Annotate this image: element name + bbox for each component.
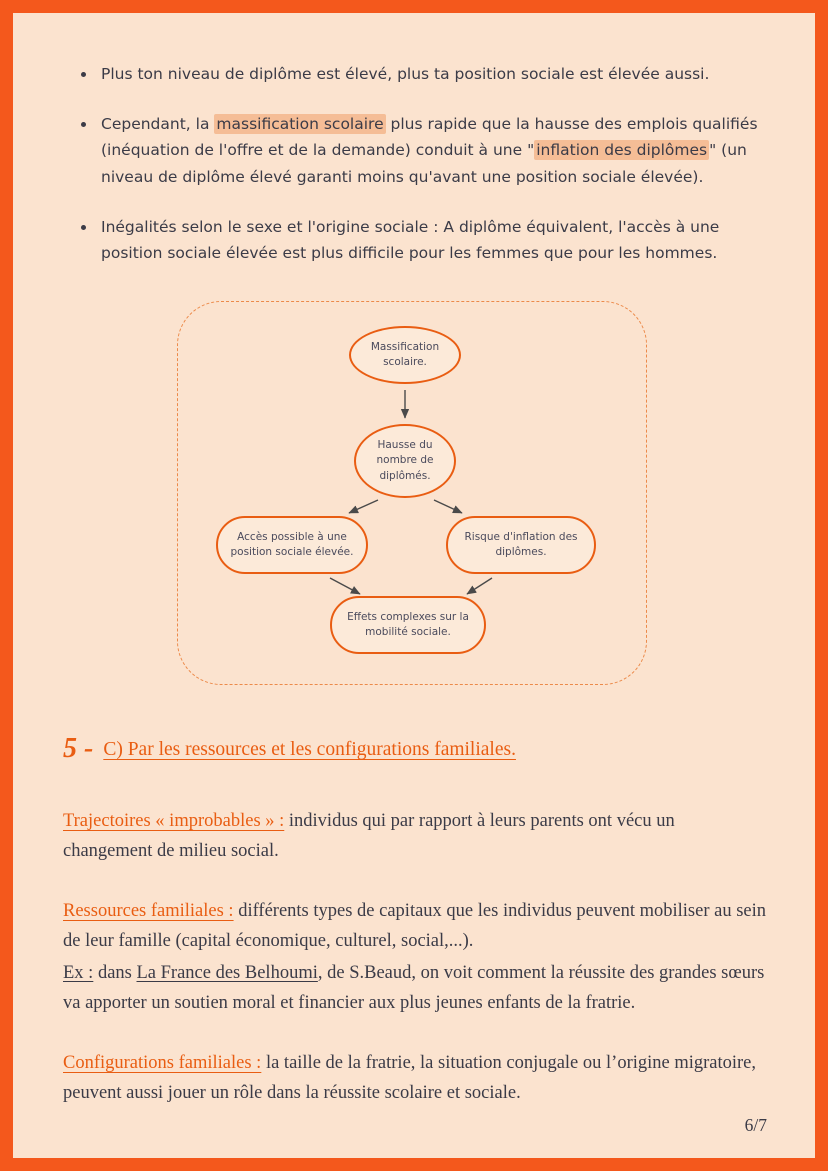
highlight-massification: massification scolaire	[216, 114, 384, 133]
node-massification-scolaire: Massification scolaire.	[349, 326, 461, 384]
paragraph-configurations	[63, 1049, 767, 1109]
section-heading	[63, 733, 773, 765]
node-hausse-diplomes: Hausse du nombre de diplômés.	[354, 424, 456, 498]
example-label: Ex :	[63, 962, 94, 983]
paragraph-exemple	[63, 959, 767, 1019]
definition-text: différents types de capitaux que les individus peuvent mobiliser au sein de leur famille (capital économique, culturel, social,...).	[63, 900, 767, 951]
node-acces-position-sociale: Accès possible à une position sociale élevée.	[216, 516, 368, 574]
bullet-text: Cependant, la	[101, 114, 215, 133]
example-text: dans	[93, 962, 137, 983]
section-number: 5 -	[63, 732, 94, 764]
bullet-text: plus rapide que la hausse des emplois qualifiés (inéquation de l'offre et de la demande) conduit à une "	[101, 114, 758, 160]
bullet-list	[97, 61, 763, 267]
flow-diagram	[177, 301, 647, 685]
page-content	[13, 13, 815, 1158]
paragraph-trajectoires	[63, 807, 767, 867]
node-risque-inflation: Risque d'inflation des diplômes.	[446, 516, 596, 574]
term-trajectoires-improbables: Trajectoires « improbables » :	[63, 810, 285, 831]
example-text: , de S.Beaud, on voit comment la réussite des grandes sœurs va apporter un soutien moral et financier aux plus jeunes enfants de la fratrie.	[63, 962, 765, 1013]
bullet-item	[97, 111, 763, 191]
definition-text: la taille de la fratrie, la situation conjugale ou l’origine migratoire, peuvent aussi jouer un rôle dans la réussite scolaire et sociale.	[63, 1052, 757, 1103]
highlight-inflation: inflation des diplômes	[536, 141, 708, 160]
book-title: La France des Belhoumi	[136, 962, 318, 983]
paragraph-ressources	[63, 897, 767, 957]
bullet-item	[97, 61, 763, 88]
definition-text: individus qui par rapport à leurs parents ont vécu un changement de milieu social.	[63, 810, 675, 861]
bullet-text: Plus ton niveau de diplôme est élevé, plus ta position sociale est élevée aussi.	[101, 65, 710, 83]
bullet-text: " (un niveau de diplôme élevé garanti moins qu'avant une position sociale élevée).	[101, 141, 747, 186]
bullet-item	[97, 214, 763, 267]
node-effets-mobilite: Effets complexes sur la mobilité sociale.	[330, 596, 486, 654]
bullet-text: Inégalités selon le sexe et l'origine sociale : A diplôme équivalent, l'accès à une position sociale élevée est plus difficile pour les femmes que pour les hommes.	[101, 217, 720, 263]
term-ressources-familiales: Ressources familiales :	[63, 900, 234, 921]
section-title: C) Par les ressources et les configurations familiales.	[103, 738, 516, 760]
page-number: 6/7	[744, 1115, 767, 1135]
term-configurations-familiales: Configurations familiales :	[63, 1052, 262, 1073]
